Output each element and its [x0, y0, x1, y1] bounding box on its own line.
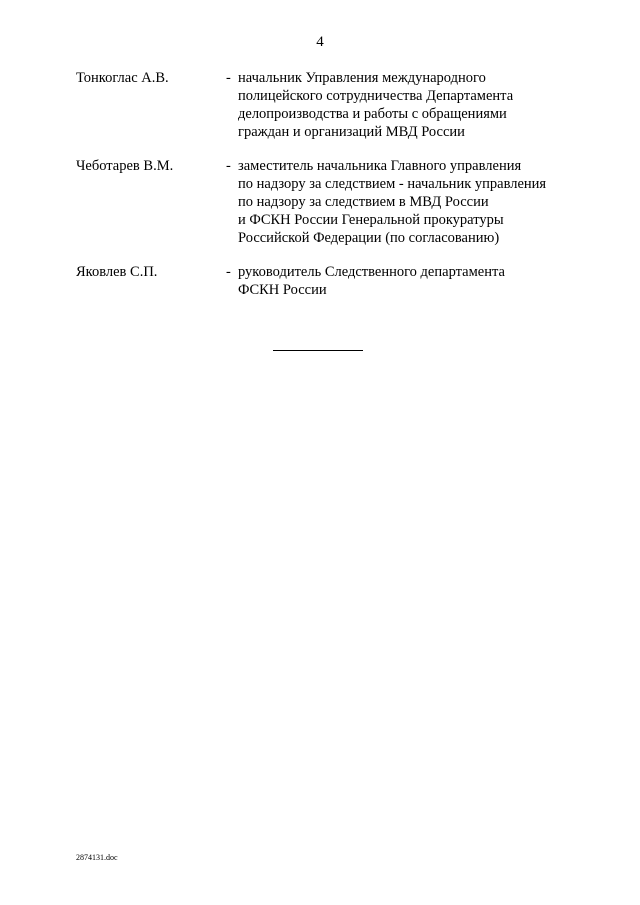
- official-position: [238, 263, 578, 299]
- officials-list: [0, 69, 640, 299]
- entry-dash: -: [226, 70, 231, 86]
- file-reference: 2874131.doc: [76, 853, 118, 862]
- page-number: 4: [316, 34, 324, 50]
- position-line: по надзору за следствием - начальник управления: [238, 176, 547, 192]
- official-entry: [0, 69, 640, 141]
- official-position: [238, 157, 578, 247]
- official-name: Чеботарев В.М.: [76, 158, 174, 174]
- closing-separator-line: [273, 350, 363, 351]
- position-line: начальник Управления международного: [238, 70, 486, 86]
- position-line: заместитель начальника Главного управления: [238, 158, 522, 174]
- official-name: Яковлев С.П.: [76, 264, 158, 280]
- position-line: по надзору за следствием в МВД России: [238, 194, 489, 210]
- position-line: руководитель Следственного департамента: [238, 264, 505, 280]
- position-line: и ФСКН России Генеральной прокуратуры: [238, 212, 504, 228]
- official-entry: [0, 157, 640, 247]
- position-line: Российской Федерации (по согласованию): [238, 230, 500, 246]
- official-entry: [0, 263, 640, 299]
- position-line: делопроизводства и работы с обращениями: [238, 106, 507, 122]
- official-name: Тонкоглас А.В.: [76, 70, 169, 86]
- position-line: ФСКН России: [238, 282, 327, 298]
- position-line: полицейского сотрудничества Департамента: [238, 88, 514, 104]
- position-line: граждан и организаций МВД России: [238, 124, 465, 140]
- official-position: [238, 69, 578, 141]
- entry-dash: -: [226, 158, 231, 174]
- entry-dash: -: [226, 264, 231, 280]
